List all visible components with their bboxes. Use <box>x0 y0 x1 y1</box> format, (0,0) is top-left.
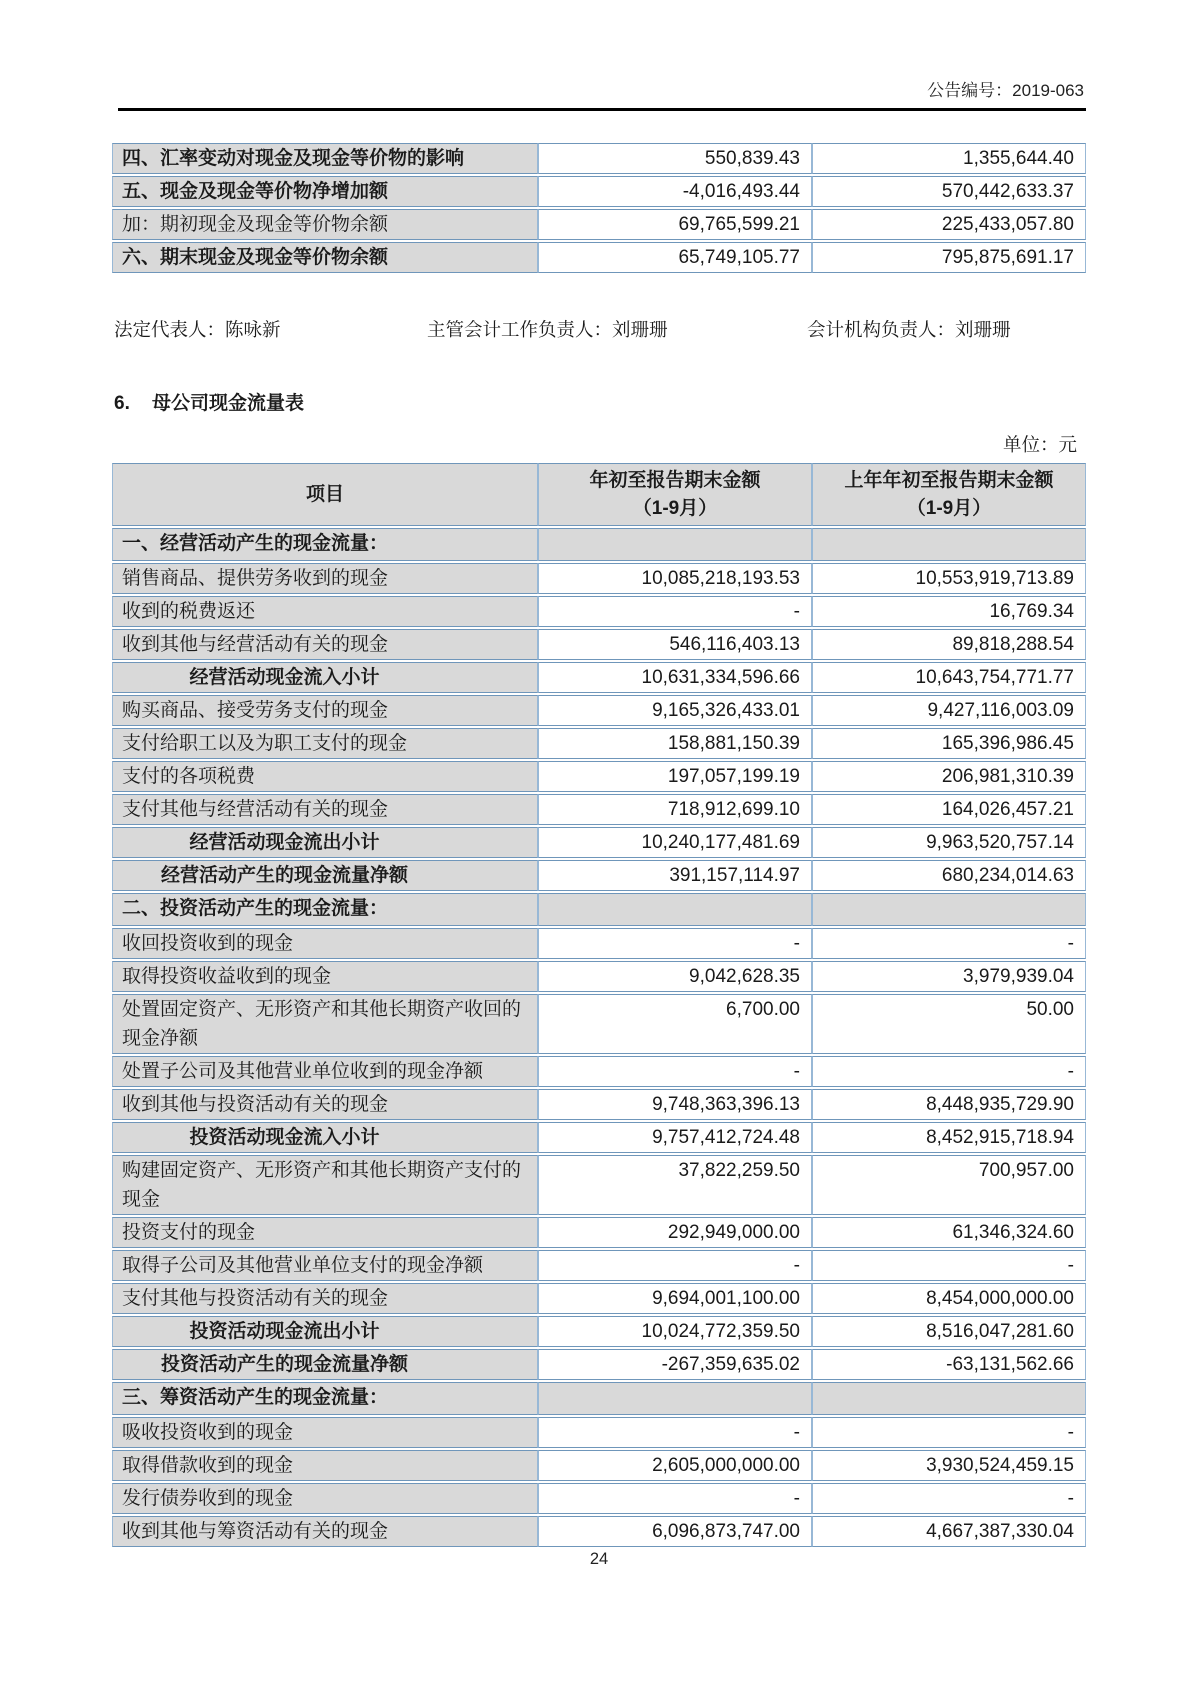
row-value-current <box>538 893 812 926</box>
row-label: 收回投资收到的现金 <box>112 928 538 959</box>
row-label: 吸收投资收到的现金 <box>112 1417 538 1448</box>
row-label: 一、经营活动产生的现金流量： <box>112 528 538 561</box>
row-value-current: 2,605,000,000.00 <box>538 1450 812 1481</box>
row-label: 处置固定资产、无形资产和其他长期资产收回的现金净额 <box>112 994 538 1054</box>
row-value-current: 9,694,001,100.00 <box>538 1283 812 1314</box>
row-value-prior: 165,396,986.45 <box>812 728 1086 759</box>
section-title-text: 母公司现金流量表 <box>152 393 305 414</box>
row-label: 购买商品、接受劳务支付的现金 <box>112 695 538 726</box>
header-current-period-line1: 年初至报告期末金额 <box>589 469 761 491</box>
row-value-current: 292,949,000.00 <box>538 1217 812 1248</box>
row-value-current: 10,240,177,481.69 <box>538 827 812 858</box>
row-value-prior: 1,355,644.40 <box>812 143 1086 174</box>
row-label: 五、现金及现金等价物净增加额 <box>112 176 538 207</box>
table-row <box>112 209 1086 240</box>
row-value-prior: - <box>812 1056 1086 1087</box>
table-row <box>112 143 1086 174</box>
row-value-prior: 3,979,939.04 <box>812 961 1086 992</box>
row-value-prior: 16,769.34 <box>812 596 1086 627</box>
row-value-prior: 8,448,935,729.90 <box>812 1089 1086 1120</box>
row-value-prior: 700,957.00 <box>812 1155 1086 1215</box>
table-row <box>112 1250 1086 1281</box>
row-value-prior: 89,818,288.54 <box>812 629 1086 660</box>
table-row <box>112 860 1086 891</box>
signature-line <box>112 316 1086 342</box>
doc-number: 公告编号：2019-063 <box>927 81 1084 100</box>
table-row <box>112 994 1086 1054</box>
table-row <box>112 928 1086 959</box>
header-prior-period <box>812 463 1086 526</box>
row-value-current: - <box>538 1417 812 1448</box>
table-header-row <box>112 463 1086 526</box>
row-value-current: 6,700.00 <box>538 994 812 1054</box>
row-value-prior <box>812 528 1086 561</box>
page-number: 24 <box>589 1550 609 1568</box>
table-row <box>112 1382 1086 1415</box>
row-value-current: 37,822,259.50 <box>538 1155 812 1215</box>
row-value-prior: - <box>812 1417 1086 1448</box>
row-label: 取得借款收到的现金 <box>112 1450 538 1481</box>
row-value-current: 10,024,772,359.50 <box>538 1316 812 1347</box>
row-value-prior: 8,452,915,718.94 <box>812 1122 1086 1153</box>
row-value-current <box>538 528 812 561</box>
table-row <box>112 827 1086 858</box>
table-row <box>112 629 1086 660</box>
table-row <box>112 1483 1086 1514</box>
row-value-current: 197,057,199.19 <box>538 761 812 792</box>
table-row <box>112 1056 1086 1087</box>
row-value-current: - <box>538 1250 812 1281</box>
row-value-current: - <box>538 596 812 627</box>
row-label: 收到其他与筹资活动有关的现金 <box>112 1516 538 1547</box>
row-label: 发行债券收到的现金 <box>112 1483 538 1514</box>
row-value-prior: - <box>812 1483 1086 1514</box>
row-value-current: 158,881,150.39 <box>538 728 812 759</box>
table-row <box>112 1283 1086 1314</box>
row-value-prior: 3,930,524,459.15 <box>812 1450 1086 1481</box>
row-value-current: 10,631,334,596.66 <box>538 662 812 693</box>
row-value-current: 6,096,873,747.00 <box>538 1516 812 1547</box>
row-value-current: 9,042,628.35 <box>538 961 812 992</box>
row-value-current: 391,157,114.97 <box>538 860 812 891</box>
row-label: 取得子公司及其他营业单位支付的现金净额 <box>112 1250 538 1281</box>
table-row <box>112 1122 1086 1153</box>
table-row <box>112 242 1086 273</box>
row-value-current: 718,912,699.10 <box>538 794 812 825</box>
accounting-department-head: 会计机构负责人：刘珊珊 <box>807 319 1011 340</box>
row-value-current: 65,749,105.77 <box>538 242 812 273</box>
row-value-prior: 680,234,014.63 <box>812 860 1086 891</box>
chief-accountant: 主管会计工作负责人：刘珊珊 <box>427 319 668 340</box>
row-value-prior <box>812 1382 1086 1415</box>
table-row <box>112 893 1086 926</box>
row-value-current: - <box>538 928 812 959</box>
header-item: 项目 <box>112 463 538 526</box>
row-value-prior: 206,981,310.39 <box>812 761 1086 792</box>
row-label: 处置子公司及其他营业单位收到的现金净额 <box>112 1056 538 1087</box>
table-row <box>112 1417 1086 1448</box>
main-table-section <box>112 461 1086 1549</box>
row-value-prior: 9,427,116,003.09 <box>812 695 1086 726</box>
row-value-prior: 61,346,324.60 <box>812 1217 1086 1248</box>
row-value-prior: 164,026,457.21 <box>812 794 1086 825</box>
row-value-prior: -63,131,562.66 <box>812 1349 1086 1380</box>
table-row <box>112 1089 1086 1120</box>
cash-equivalents-summary-table <box>112 141 1086 275</box>
row-value-prior <box>812 893 1086 926</box>
table-row <box>112 1217 1086 1248</box>
row-value-current: -4,016,493.44 <box>538 176 812 207</box>
row-label: 支付的各项税费 <box>112 761 538 792</box>
row-label: 取得投资收益收到的现金 <box>112 961 538 992</box>
row-value-prior: 4,667,387,330.04 <box>812 1516 1086 1547</box>
row-value-prior: 10,553,919,713.89 <box>812 563 1086 594</box>
row-label: 收到的税费返还 <box>112 596 538 627</box>
row-label: 四、汇率变动对现金及现金等价物的影响 <box>112 143 538 174</box>
row-label: 收到其他与投资活动有关的现金 <box>112 1089 538 1120</box>
row-label: 加：期初现金及现金等价物余额 <box>112 209 538 240</box>
row-label: 经营活动产生的现金流量净额 <box>112 860 538 891</box>
row-value-prior: 9,963,520,757.14 <box>812 827 1086 858</box>
row-value-current: 550,839.43 <box>538 143 812 174</box>
row-label: 支付给职工以及为职工支付的现金 <box>112 728 538 759</box>
row-value-prior: 225,433,057.80 <box>812 209 1086 240</box>
table-row <box>112 563 1086 594</box>
row-value-current: 9,757,412,724.48 <box>538 1122 812 1153</box>
row-value-current: - <box>538 1056 812 1087</box>
row-label: 投资活动现金流出小计 <box>112 1316 538 1347</box>
row-label: 投资活动现金流入小计 <box>112 1122 538 1153</box>
table-row <box>112 794 1086 825</box>
row-label: 经营活动现金流入小计 <box>112 662 538 693</box>
row-value-prior: 50.00 <box>812 994 1086 1054</box>
row-value-prior: 8,516,047,281.60 <box>812 1316 1086 1347</box>
table-row <box>112 695 1086 726</box>
row-label: 经营活动现金流出小计 <box>112 827 538 858</box>
table-row <box>112 662 1086 693</box>
header-current-period-line2: （1-9月） <box>632 497 718 519</box>
top-table-section <box>112 141 1086 275</box>
row-label: 三、筹资活动产生的现金流量： <box>112 1382 538 1415</box>
row-label: 投资支付的现金 <box>112 1217 538 1248</box>
table-row <box>112 728 1086 759</box>
table-row <box>112 961 1086 992</box>
row-value-current: 69,765,599.21 <box>538 209 812 240</box>
table-row <box>112 1516 1086 1547</box>
row-label: 收到其他与经营活动有关的现金 <box>112 629 538 660</box>
row-label: 投资活动产生的现金流量净额 <box>112 1349 538 1380</box>
table-row <box>112 1450 1086 1481</box>
row-label: 二、投资活动产生的现金流量： <box>112 893 538 926</box>
legal-representative: 法定代表人：陈咏新 <box>114 319 281 340</box>
row-label: 销售商品、提供劳务收到的现金 <box>112 563 538 594</box>
row-value-current: 9,165,326,433.01 <box>538 695 812 726</box>
row-value-prior: 10,643,754,771.77 <box>812 662 1086 693</box>
row-value-current: -267,359,635.02 <box>538 1349 812 1380</box>
table-row <box>112 1349 1086 1380</box>
header-rule <box>118 108 1086 111</box>
row-label: 支付其他与投资活动有关的现金 <box>112 1283 538 1314</box>
table-row <box>112 1316 1086 1347</box>
table-row <box>112 761 1086 792</box>
table-row <box>112 596 1086 627</box>
row-value-prior: 8,454,000,000.00 <box>812 1283 1086 1314</box>
row-value-prior: 795,875,691.17 <box>812 242 1086 273</box>
table-row <box>112 528 1086 561</box>
header-prior-period-line2: （1-9月） <box>906 497 992 519</box>
table-row <box>112 176 1086 207</box>
header-prior-period-line1: 上年年初至报告期末金额 <box>844 469 1054 491</box>
row-value-current: 546,116,403.13 <box>538 629 812 660</box>
row-value-current: - <box>538 1483 812 1514</box>
row-value-current <box>538 1382 812 1415</box>
row-label: 支付其他与经营活动有关的现金 <box>112 794 538 825</box>
row-label: 购建固定资产、无形资产和其他长期资产支付的现金 <box>112 1155 538 1215</box>
header-current-period <box>538 463 812 526</box>
row-value-prior: - <box>812 928 1086 959</box>
unit-label: 单位：元 <box>1002 434 1077 455</box>
row-value-current: 10,085,218,193.53 <box>538 563 812 594</box>
section-number: 6. <box>114 393 130 414</box>
section-title <box>114 388 304 415</box>
row-label: 六、期末现金及现金等价物余额 <box>112 242 538 273</box>
parent-company-cash-flow-table <box>112 461 1086 1549</box>
row-value-current: 9,748,363,396.13 <box>538 1089 812 1120</box>
row-value-prior: 570,442,633.37 <box>812 176 1086 207</box>
row-value-prior: - <box>812 1250 1086 1281</box>
table-row <box>112 1155 1086 1215</box>
